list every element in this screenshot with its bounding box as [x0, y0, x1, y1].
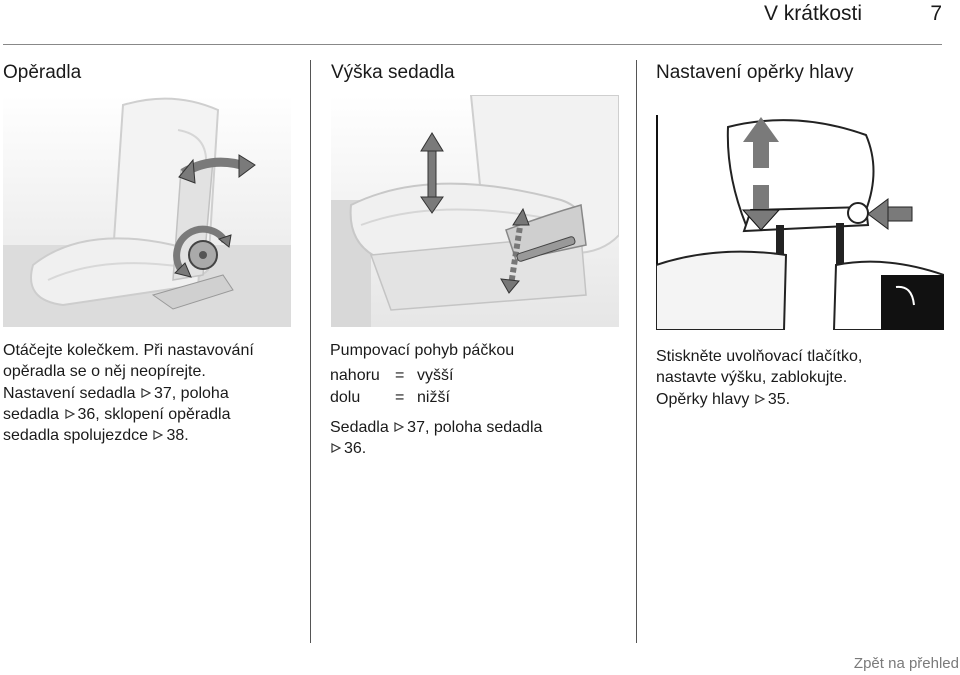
- headrest-description: Stiskněte uvolňovací tlačítko, nastavte výšku, zablokujte. Opěrky hlavy 35.: [656, 348, 863, 408]
- page-reference-icon[interactable]: [755, 394, 765, 404]
- headrest-adjustment-illustration: [656, 115, 944, 330]
- lever-direction-table: [330, 365, 630, 408]
- page-reference-icon[interactable]: [141, 388, 151, 398]
- page-reference-icon[interactable]: [394, 422, 404, 432]
- seat-height-description: Pumpovací pohyb páčkou nahoru = vyšší dolu = nižší Sedadla 37, poloha sedadla 36.: [330, 340, 630, 459]
- page-number: 7: [930, 2, 942, 25]
- seat-height-heading: Výška sedadla: [331, 62, 455, 83]
- table-row: nahoru = vyšší: [330, 367, 454, 385]
- column-divider: [310, 60, 311, 643]
- backrest-heading: Opěradla: [3, 62, 82, 83]
- section-title: V krátkosti: [763, 2, 862, 25]
- backrest-description: Otáčejte kolečkem. Při nastavování opěradla se o něj neopírejte. Nastavení sedadla 37, poloha sedadla 36, sklopení opěradla sedadla spolujezdce 38.: [3, 342, 254, 445]
- back-to-overview-link[interactable]: Zpět na přehled: [853, 655, 959, 672]
- page-reference-icon[interactable]: [65, 409, 75, 419]
- backrest-adjustment-illustration: [3, 95, 291, 327]
- down-arrow-icon: [753, 185, 769, 209]
- seat-height-illustration: [331, 95, 619, 327]
- page-reference-icon[interactable]: [331, 443, 341, 453]
- page-reference-icon[interactable]: [153, 430, 163, 440]
- column-divider: [636, 60, 637, 643]
- header-divider: [3, 44, 942, 45]
- table-row: dolu = nižší: [330, 388, 450, 406]
- headrest-heading: Nastavení opěrky hlavy: [656, 62, 854, 83]
